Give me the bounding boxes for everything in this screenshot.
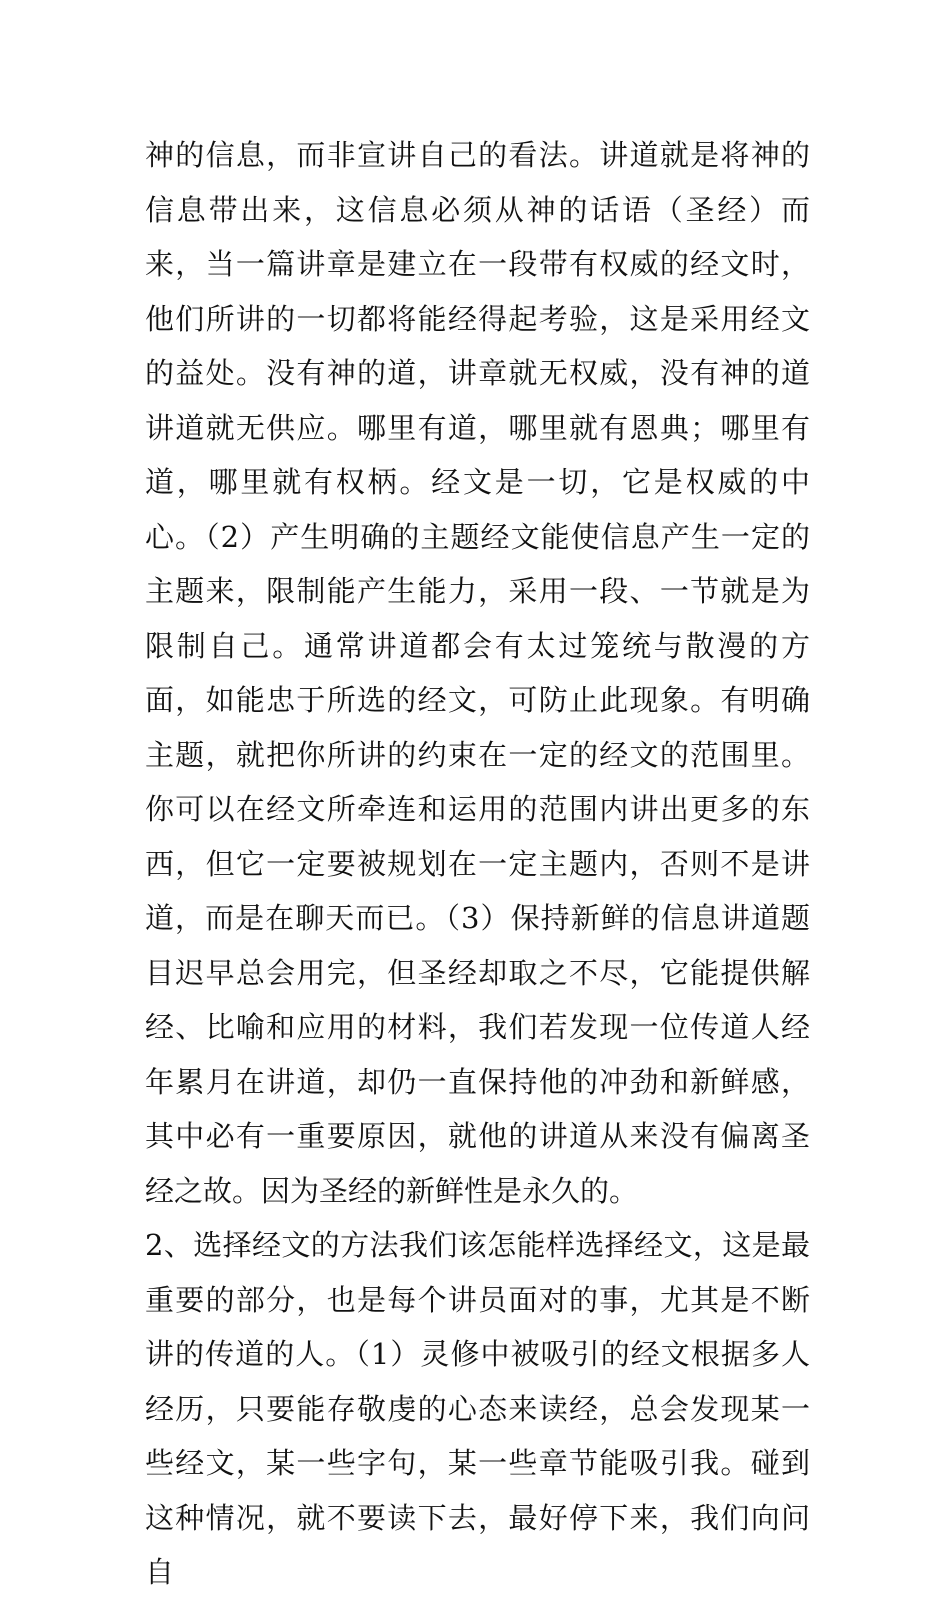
body-text (145, 128, 810, 1600)
paragraph-2: 2、选择经文的方法我们该怎能样选择经文，这是最重要的部分，也是每个讲员面对的事，尤其是不断讲的传道的人。（1）灵修中被吸引的经文根据多人经历，只要能存敬虔的心态来读经，总会发现某一些经文，某一些字句，某一些章节能吸引我。碰到这种情况，就不要读下去，最好停下来，我们向问自 (145, 1228, 810, 1589)
paragraph-1: 神的信息，而非宣讲自己的看法。讲道就是将神的信息带出来，这信息必须从神的话语（圣经）而来，当一篇讲章是建立在一段带有权威的经文时，他们所讲的一切都将能经得起考验，这是采用经文的益处。没有神的道，讲章就无权威，没有神的道讲道就无供应。哪里有道，哪里就有恩典；哪里有道，哪里就有权柄。经文是一切，它是权威的中心。（2）产生明确的主题经文能使信息产生一定的主题来，限制能产生能力，采用一段、一节就是为限制自己。通常讲道都会有太过笼统与散漫的方面，如能忠于所选的经文，可防止此现象。有明确主题，就把你所讲的约束在一定的经文的范围里。你可以在经文所牵连和运用的范围内讲出更多的东西，但它一定要被规划在一定主题内，否则不是讲道，而是在聊天而已。（3）保持新鲜的信息讲道题目迟早总会用完，但圣经却取之不尽，它能提供解经、比喻和应用的材料，我们若发现一位传道人经年累月在讲道，却仍一直保持他的冲劲和新鲜感，其中必有一重要原因，就他的讲道从来没有偏离圣经之故。因为圣经的新鲜性是永久的。 (145, 138, 810, 1208)
